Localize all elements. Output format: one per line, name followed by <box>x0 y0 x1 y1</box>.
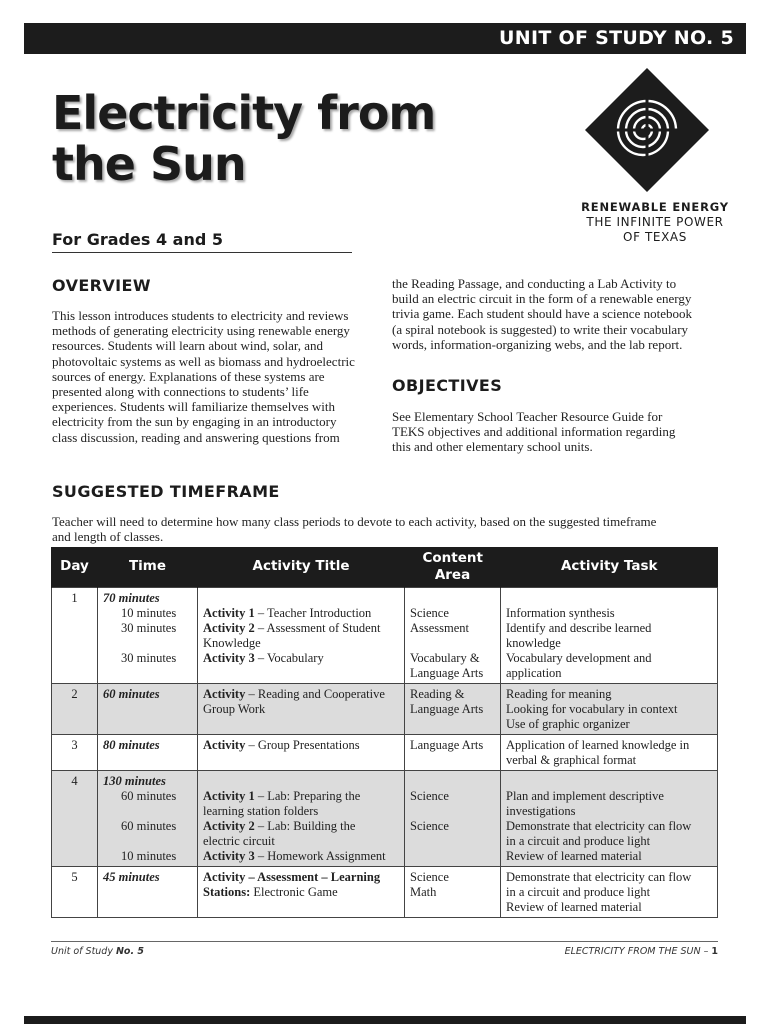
content-area-line: Vocabulary & <box>410 650 480 665</box>
grades-subtitle: For Grades 4 and 5 <box>52 230 223 249</box>
time-line <box>103 804 192 819</box>
objectives-line: this and other elementary school units. <box>392 439 593 455</box>
day-cell: 2 <box>52 683 98 734</box>
brand-block <box>560 200 750 245</box>
overview-line: experiences. Students will familiarize themselves with <box>52 399 336 415</box>
activity-title-line <box>203 702 399 717</box>
overview-line: (a spiral notebook is suggested) to write their vocabulary <box>392 321 689 337</box>
content-area-cell <box>405 587 501 683</box>
overview-line: This lesson introduces students to electricity and reviews <box>52 308 349 323</box>
activity-label: Activity – Assessment – Learning <box>203 869 381 884</box>
content-area-cell <box>405 866 501 917</box>
activity-desc: Knowledge <box>203 635 261 650</box>
activity-label: Activity <box>203 686 246 701</box>
activity-title-cell <box>198 770 405 866</box>
col-header-time: Time <box>98 547 198 587</box>
timeframe-heading: SUGGESTED TIMEFRAME <box>52 482 280 501</box>
col-header-activity-title: Activity Title <box>198 547 405 587</box>
total-time: 70 minutes <box>103 590 160 605</box>
objectives-line: TEKS objectives and additional information regarding <box>392 424 676 440</box>
brand-line-2: THE INFINITE POWER <box>586 215 724 229</box>
activity-label: Activity 3 <box>203 650 255 665</box>
content-area-line: Science <box>410 605 449 620</box>
unit-label: UNIT OF STUDY NO. 5 <box>499 27 734 49</box>
content-area-line: Science <box>410 869 449 884</box>
activity-desc: electric circuit <box>203 833 275 848</box>
table-row <box>52 683 718 734</box>
activity-task-line: Demonstrate that electricity can flow <box>506 818 692 833</box>
day-cell: 3 <box>52 734 98 770</box>
activity-task-line: Identify and describe learned <box>506 620 652 635</box>
title-line-2: the Sun <box>52 137 246 191</box>
day-cell: 5 <box>52 866 98 917</box>
content-area-cell <box>405 683 501 734</box>
activity-desc: – Homework Assignment <box>254 848 386 863</box>
activity-task-line: Plan and implement descriptive <box>506 788 664 803</box>
activity-title-line <box>203 819 399 834</box>
objectives-heading: OBJECTIVES <box>392 376 503 395</box>
table-row <box>52 770 718 866</box>
activity-task-cell <box>501 587 718 683</box>
activity-title-cell <box>198 587 405 683</box>
col-header-activity-task: Activity Task <box>501 547 718 587</box>
time-cell <box>98 683 198 734</box>
day-cell: 4 <box>52 770 98 866</box>
time-line <box>103 636 192 651</box>
activity-task-line: Review of learned material <box>506 848 642 863</box>
activity-label: Activity 1 <box>203 605 255 620</box>
activity-title-line <box>203 789 399 804</box>
activity-label: Activity 3 <box>203 848 255 863</box>
footer-right <box>565 946 718 957</box>
activity-title-cell <box>198 866 405 917</box>
activity-task-line: investigations <box>506 803 576 818</box>
total-time: 130 minutes <box>103 773 166 788</box>
overview-line: words, information-organizing webs, and the lab report. <box>392 336 683 352</box>
activity-task-line: verbal & graphical format <box>506 752 637 767</box>
overview-line: presented along with connections to students’ life <box>52 384 309 400</box>
activity-task-line: Information synthesis <box>506 605 615 620</box>
time-line: 30 minutes <box>121 620 177 635</box>
table-header-row <box>52 547 718 587</box>
activity-title-line <box>203 621 399 636</box>
activity-desc: learning station folders <box>203 803 319 818</box>
table-row <box>52 866 718 917</box>
activity-label: Activity 2 <box>203 818 255 833</box>
activity-desc: – Group Presentations <box>245 737 360 752</box>
activity-title-line <box>203 870 399 885</box>
activity-title-line <box>203 687 399 702</box>
activity-title-line <box>203 804 399 819</box>
footer-left-prefix: Unit of Study <box>51 946 116 957</box>
content-area-header-text: Content Area <box>422 549 483 583</box>
activity-task-line: application <box>506 665 562 680</box>
activity-task-line: Demonstrate that electricity can flow <box>506 869 692 884</box>
footer-right-text: ELECTRICITY FROM THE SUN – <box>564 946 712 957</box>
table-row <box>52 587 718 683</box>
overview-line: resources. Students will learn about wind, solar, and <box>52 338 323 354</box>
activity-title-line <box>203 849 399 864</box>
activity-task-line: in a circuit and produce light <box>506 884 651 899</box>
task-spacer <box>506 774 712 789</box>
activity-task-cell <box>501 866 718 917</box>
title-line-1: Electricity from <box>52 86 436 140</box>
activity-title-line <box>203 738 399 753</box>
intro-line: Teacher will need to determine how many class periods to devote to each activity, based on the suggested timeframe <box>52 514 657 529</box>
overview-line: sources of energy. Explanations of these systems are <box>52 368 325 384</box>
time-line: 60 minutes <box>121 818 177 833</box>
time-line <box>103 834 192 849</box>
title-spacer <box>203 591 399 606</box>
activity-task-line: knowledge <box>506 635 561 650</box>
activity-label: Stations: <box>203 884 251 899</box>
grades-rule <box>52 252 352 253</box>
activity-desc: – Lab: Preparing the <box>254 788 361 803</box>
overview-line: the Reading Passage, and conducting a Lab Activity to <box>392 276 677 291</box>
activity-desc: Group Work <box>203 701 266 716</box>
activity-desc: – Teacher Introduction <box>254 605 372 620</box>
activity-task-line: Vocabulary development and <box>506 650 652 665</box>
activity-desc: – Vocabulary <box>254 650 324 665</box>
brand-line-3: OF TEXAS <box>623 230 687 244</box>
time-cell <box>98 734 198 770</box>
total-time: 80 minutes <box>103 737 160 752</box>
area-spacer <box>410 591 495 606</box>
activity-title-line <box>203 885 399 900</box>
activity-task-cell <box>501 734 718 770</box>
activity-task-line: in a circuit and produce light <box>506 833 651 848</box>
footer-page-number: 1 <box>711 946 718 957</box>
title-spacer <box>203 774 399 789</box>
overview-line: class discussion, reading and answering questions from <box>52 429 340 445</box>
total-time: 60 minutes <box>103 686 160 701</box>
content-area-line: Math <box>410 884 437 899</box>
spiral-diamond-logo-icon <box>583 66 711 194</box>
activity-label: Activity 1 <box>203 788 255 803</box>
activity-title-line <box>203 651 399 666</box>
overview-line: methods of generating electricity using renewable energy <box>52 323 350 339</box>
timeframe-intro <box>52 514 732 544</box>
activity-desc: Electronic Game <box>250 884 338 899</box>
activity-title-cell <box>198 683 405 734</box>
bottom-bar <box>24 1016 746 1024</box>
overview-line: photovoltaic systems as well as biomass and hydroelectric <box>52 353 355 369</box>
content-area-line <box>410 804 495 819</box>
time-line: 10 minutes <box>121 605 177 620</box>
overview-line: build an electric circuit in the form of a renewable energy <box>392 291 692 307</box>
content-area-line: Science <box>410 818 449 833</box>
content-area-line <box>410 636 495 651</box>
content-area-cell <box>405 734 501 770</box>
time-line: 30 minutes <box>121 650 177 665</box>
content-area-cell <box>405 770 501 866</box>
activity-task-line: Looking for vocabulary in context <box>506 701 678 716</box>
activity-task-cell <box>501 683 718 734</box>
overview-line: electricity from the sun by engaging in an introductory <box>52 414 337 430</box>
time-line: 60 minutes <box>121 788 177 803</box>
unit-header-bar <box>24 23 746 54</box>
brand-line-1: RENEWABLE ENERGY <box>581 200 729 214</box>
activity-title-cell <box>198 734 405 770</box>
overview-line: trivia game. Each student should have a science notebook <box>392 306 692 322</box>
time-line: 10 minutes <box>121 848 177 863</box>
area-spacer <box>410 774 495 789</box>
activity-task-line: Reading for meaning <box>506 686 612 701</box>
timeframe-table <box>51 547 718 918</box>
overview-col2 <box>392 276 727 352</box>
overview-col1 <box>52 308 372 445</box>
footer-left-bold: No. 5 <box>115 946 144 957</box>
content-area-line: Language Arts <box>410 737 484 752</box>
content-area-line: Language Arts <box>410 665 484 680</box>
content-area-line: Assessment <box>410 620 470 635</box>
time-cell <box>98 866 198 917</box>
col-header-content-area <box>405 547 501 587</box>
table-row <box>52 734 718 770</box>
activity-desc: – Assessment of Student <box>254 620 381 635</box>
activity-task-line: Review of learned material <box>506 899 642 914</box>
activity-desc: – Reading and Cooperative <box>245 686 385 701</box>
time-cell <box>98 587 198 683</box>
activity-label: Activity <box>203 737 246 752</box>
footer-rule <box>51 941 718 942</box>
content-area-line: Science <box>410 788 449 803</box>
activity-task-cell <box>501 770 718 866</box>
activity-title-line <box>203 606 399 621</box>
col-header-day: Day <box>52 547 98 587</box>
total-time: 45 minutes <box>103 869 160 884</box>
activity-task-line: Use of graphic organizer <box>506 716 630 731</box>
activity-label: Activity 2 <box>203 620 255 635</box>
activity-desc: – Lab: Building the <box>254 818 356 833</box>
page-title <box>52 88 435 190</box>
overview-heading: OVERVIEW <box>52 276 151 295</box>
activity-task-line: Application of learned knowledge in <box>506 737 690 752</box>
footer-left <box>51 946 144 957</box>
task-spacer <box>506 591 712 606</box>
activity-title-line <box>203 834 399 849</box>
time-cell <box>98 770 198 866</box>
content-area-line: Reading & <box>410 686 465 701</box>
content-area-line: Language Arts <box>410 701 484 716</box>
intro-line: and length of classes. <box>52 529 164 544</box>
objectives-text <box>392 409 727 455</box>
objectives-line: See Elementary School Teacher Resource Guide for <box>392 409 663 424</box>
day-cell: 1 <box>52 587 98 683</box>
activity-title-line <box>203 636 399 651</box>
